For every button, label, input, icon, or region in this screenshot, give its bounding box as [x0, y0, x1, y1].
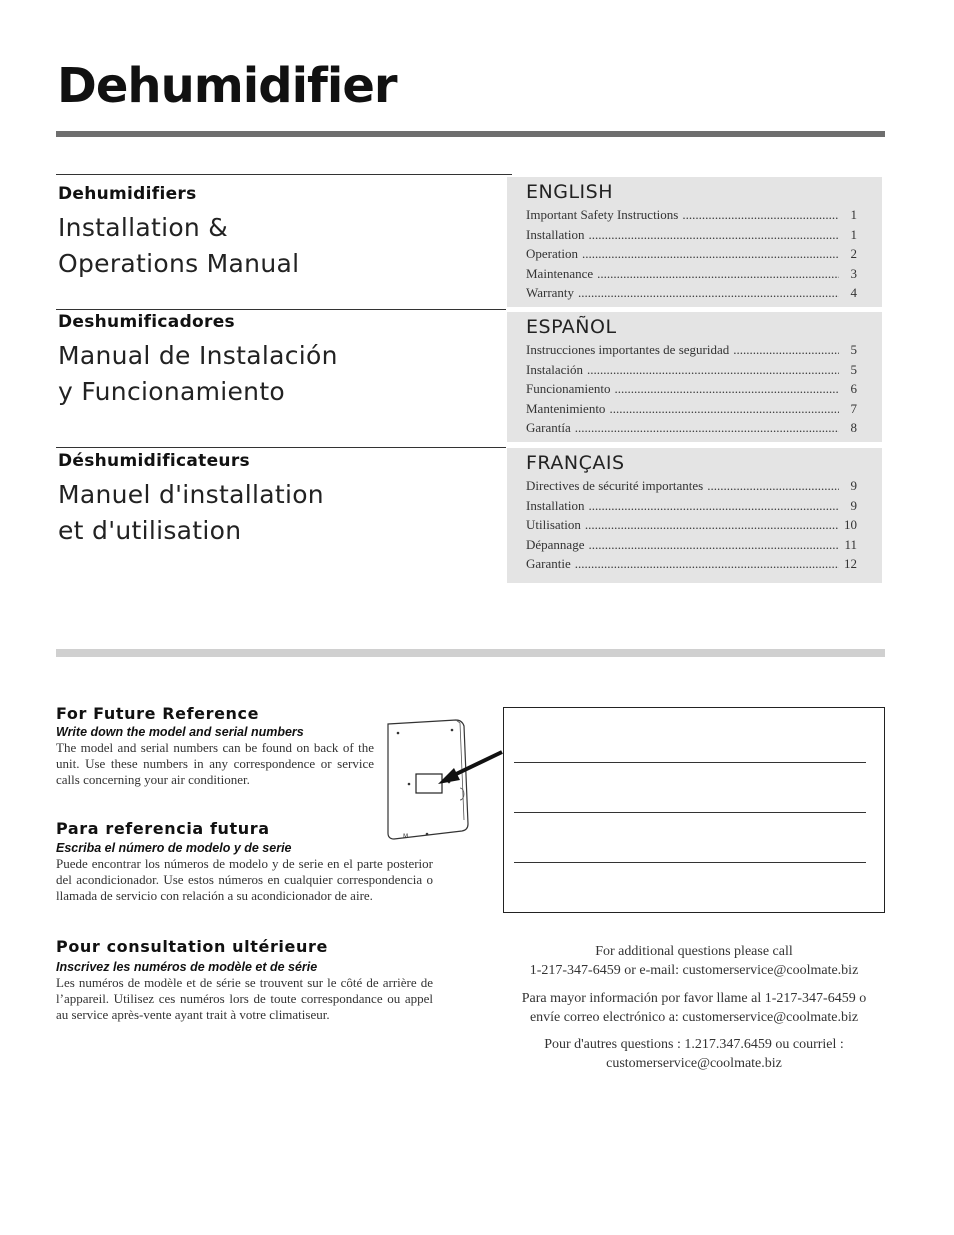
toc-entry-label: Instalación	[526, 361, 584, 377]
reference-subheading-english: Write down the model and serial numbers	[56, 725, 304, 739]
toc-heading-spanish: ESPAÑOL	[526, 316, 617, 338]
toc-entry-page: 1	[850, 226, 857, 242]
toc-leader	[615, 381, 840, 397]
toc-french	[507, 448, 882, 583]
reference-heading-english: For Future Reference	[56, 704, 260, 723]
toc-entry-label: Mantenimiento	[526, 400, 606, 416]
model-serial-record-box	[503, 707, 885, 913]
contact-line: customerservice@coolmate.biz	[606, 1056, 782, 1071]
reference-body-english: The model and serial numbers can be found on back of the unit. Use these numbers in any correspondence or service calls concerning your air conditioner.	[56, 740, 374, 787]
reference-heading-french: Pour consultation ultérieure	[56, 937, 328, 956]
page-title: Dehumidifier	[57, 58, 397, 114]
toc-entry	[526, 420, 857, 440]
toc-leader	[597, 266, 839, 282]
svg-text:M: M	[403, 833, 409, 840]
section-divider	[56, 174, 512, 175]
contact-line: Para mayor información por favor llame al 1-217-347-6459 o	[521, 991, 867, 1006]
toc-entry	[526, 537, 857, 557]
toc-entry-label: Garantía	[526, 420, 571, 435]
toc-entry-label: Installation	[526, 226, 585, 242]
toc-entry-page: 7	[850, 400, 857, 416]
toc-entry	[526, 227, 857, 247]
toc-entry-label: Dépannage	[526, 536, 585, 552]
contact-line: 1-217-347-6459 or e-mail: customerservice@coolmate.biz	[529, 963, 859, 978]
toc-leader	[733, 342, 839, 358]
section-title-french-line1: Manuel d'installation	[58, 480, 324, 509]
toc-entry-label: Operation	[526, 246, 578, 261]
section-title-spanish-line1: Manual de Instalación	[58, 341, 338, 370]
section-title-english-line1: Installation &	[58, 213, 229, 242]
reference-heading-spanish: Para referencia futura	[56, 819, 270, 838]
contact-french	[503, 1035, 885, 1073]
toc-leader	[575, 556, 839, 572]
toc-entry	[526, 246, 857, 266]
toc-entry	[526, 556, 857, 576]
toc-entry	[526, 266, 857, 286]
contact-line: envíe correo electrónico a: customerservice@coolmate.biz	[529, 1010, 859, 1025]
toc-leader	[707, 478, 839, 494]
toc-entry-label: Important Safety Instructions	[526, 207, 679, 222]
contact-line: Pour d'autres questions : 1.217.347.6459 ou courriel :	[544, 1037, 844, 1052]
contact-english	[503, 942, 885, 980]
toc-entry	[526, 401, 857, 421]
toc-entry	[526, 362, 857, 382]
toc-entry-label: Funcionamiento	[526, 381, 611, 396]
toc-leader	[575, 420, 839, 436]
toc-entry-page: 3	[850, 265, 857, 281]
section-title-english-line2: Operations Manual	[58, 249, 300, 278]
record-line[interactable]	[514, 812, 866, 813]
toc-entry-label: Utilisation	[526, 517, 581, 532]
section-heading-spanish: Deshumificadores	[58, 312, 235, 332]
toc-list-french	[526, 478, 857, 576]
toc-entry	[526, 285, 857, 305]
toc-entry-page: 8	[850, 420, 857, 435]
toc-entry-page: 9	[850, 497, 857, 513]
toc-entry-page: 10	[844, 517, 857, 532]
toc-entry-page: 9	[850, 478, 857, 493]
toc-entry-page: 2	[850, 246, 857, 261]
record-line[interactable]	[514, 762, 866, 763]
toc-leader	[609, 401, 839, 417]
section-title-french-line2: et d'utilisation	[58, 516, 242, 545]
toc-entry	[526, 207, 857, 227]
toc-entry-label: Garantie	[526, 556, 571, 571]
contact-line: For additional questions please call	[595, 944, 793, 959]
toc-leader	[589, 498, 840, 514]
toc-leader	[682, 207, 839, 223]
record-line[interactable]	[514, 862, 866, 863]
toc-list-spanish	[526, 342, 857, 440]
toc-entry	[526, 342, 857, 362]
toc-entry-label: Instrucciones importantes de seguridad	[526, 342, 730, 357]
toc-entry-label: Directives de sécurité importantes	[526, 478, 704, 493]
toc-entry	[526, 478, 857, 498]
reference-body-french: Les numéros de modèle et de série se trouvent sur le côté de arrière de l’appareil. Utilisez ces numéros lors de toute correspondance ou appel au service après-vente ayant trait à votre climatiseur.	[56, 975, 433, 1022]
toc-heading-french: FRANÇAIS	[526, 452, 625, 474]
section-divider	[56, 447, 506, 448]
toc-leader	[588, 537, 839, 553]
toc-leader	[582, 246, 839, 262]
toc-entry-page: 6	[850, 381, 857, 396]
reference-subheading-french: Inscrivez les numéros de modèle et de série	[56, 960, 318, 974]
section-heading-english: Dehumidifiers	[58, 184, 197, 204]
toc-entry-page: 5	[850, 342, 857, 357]
toc-heading-english: ENGLISH	[526, 181, 613, 203]
title-divider	[56, 131, 885, 137]
toc-entry-label: Installation	[526, 497, 585, 513]
toc-entry	[526, 498, 857, 518]
contact-spanish	[503, 989, 885, 1027]
toc-english	[507, 177, 882, 307]
toc-entry-page: 5	[850, 361, 857, 377]
toc-entry-page: 11	[844, 536, 857, 552]
toc-spanish	[507, 312, 882, 442]
toc-leader	[589, 227, 840, 243]
reference-body-spanish: Puede encontrar los números de modelo y de serie en el parte posterior del acondicionador. Use estos números en cualquier correspondencia o llamada de servicio con relación a su acondicionador de aire.	[56, 856, 433, 903]
reference-subheading-spanish: Escriba el número de modelo y de serie	[56, 841, 292, 855]
toc-leader	[587, 362, 839, 378]
section-band-divider	[56, 649, 885, 657]
toc-entry	[526, 517, 857, 537]
toc-entry-page: 12	[844, 556, 857, 571]
toc-entry-label: Maintenance	[526, 265, 594, 281]
unit-back-illustration	[380, 718, 510, 848]
section-divider	[56, 309, 506, 310]
toc-entry-page: 1	[850, 207, 857, 222]
section-title-spanish-line2: y Funcionamiento	[58, 377, 286, 406]
toc-leader	[585, 517, 839, 533]
toc-leader	[578, 285, 839, 301]
toc-entry	[526, 381, 857, 401]
section-heading-french: Déshumidificateurs	[58, 451, 250, 471]
toc-entry-label: Warranty	[526, 285, 575, 300]
toc-entry-page: 4	[850, 285, 857, 300]
toc-list-english	[526, 207, 857, 305]
